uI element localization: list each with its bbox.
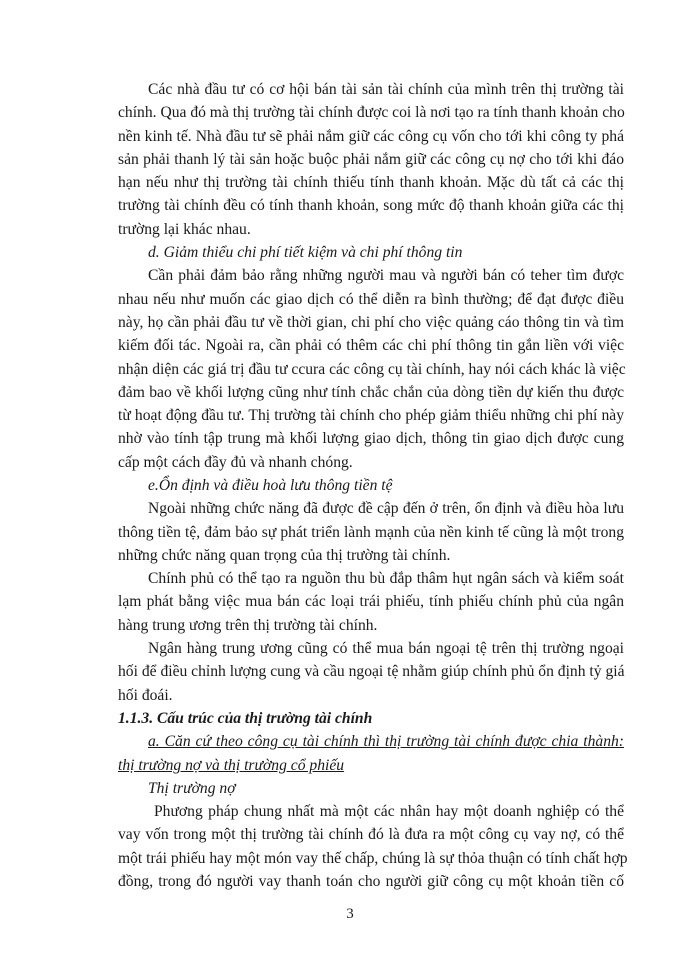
paragraph-3-line: Ngoài những chức năng đã được đề cập đến ở trên, ổn định và điều hòa lưu — [148, 500, 624, 517]
subsection-a-line: thị trường nợ và thị trường cổ phiếu — [118, 757, 345, 774]
paragraph-2-line: đảm bao về khối lượng cũng như tính chắc chắn của dòng tiền dự kiến thu được — [118, 384, 624, 401]
paragraph-4-line: lạm phát bằng việc mua bán các loại trái phiếu, tính phiếu chính phủ của ngân — [118, 593, 624, 610]
paragraph-2-line: này, họ cần phải đầu tư về thời gian, chi phí cho việc quảng cáo thông tin và tìm — [118, 314, 624, 331]
paragraph-1-line: nền kinh tế. Nhà đầu tư sẽ phải nắm giữ các công cụ vốn cho tới khi công ty phá — [118, 128, 624, 145]
page-number: 3 — [346, 906, 354, 922]
paragraph-6-line: vay vốn trong một thị trường tài chính đó là đưa ra một công cụ vay nợ, có thể — [118, 826, 624, 843]
paragraph-2-line: kiếm đối tác. Ngoài ra, cần phải có thêm các chi phí thông tin gắn liền với việc — [118, 337, 624, 354]
heading-debt-market: Thị trường nợ — [148, 780, 236, 797]
paragraph-1-line: sản phải thanh lý tài sản hoặc buộc phải nắm giữ các công cụ nợ cho tới khi đáo — [118, 151, 624, 168]
paragraph-2-line: Cần phải đảm bảo rằng những người mau và người bán có teher tìm được — [148, 267, 624, 284]
heading-e: e.Ổn định và điều hoà lưu thông tiền tệ — [148, 477, 393, 494]
paragraph-5-line: Ngân hàng trung ương cũng có thể mua bán ngoại tệ trên thị trường ngoại — [148, 640, 624, 657]
paragraph-1-line: Các nhà đầu tư có cơ hội bán tài sản tài chính của mình trên thị trường tài — [148, 81, 624, 98]
paragraph-2-line: nhau nếu như muốn các giao dịch có thể diễn ra bình thường; để đạt được điều — [118, 291, 624, 308]
paragraph-4-line: hàng trung ương trên thị trường tài chính. — [118, 617, 378, 634]
paragraph-1-line: trường lại khác nhau. — [118, 221, 251, 238]
paragraph-4-line: Chính phủ có thể tạo ra nguồn thu bù đắp thâm hụt ngân sách và kiểm soát — [148, 570, 624, 587]
subsection-a-line: a. Căn cứ theo công cụ tài chính thì thị trường tài chính được chia thành: — [148, 733, 624, 750]
paragraph-6-line: Phương pháp chung nhất mà một các nhân hay một doanh nghiệp có thể — [154, 803, 624, 820]
paragraph-5-line: hối để điều chỉnh lượng cung và cầu ngoại tệ nhằm giúp chính phủ ổn định tỷ giá — [118, 663, 625, 680]
paragraph-2-line: nhận diện các giá trị đầu tư ccura các công cụ tài chính, hay nói cách khác là việc — [118, 361, 626, 378]
heading-d: d. Giảm thiểu chi phí tiết kiệm và chi phí thông tin — [148, 244, 463, 261]
paragraph-2-line: nhờ vào tính tập trung mà khối lượng giao dịch, thông tin giao dịch được cung — [118, 430, 624, 447]
paragraph-1-line: trường tài chính đều có tính thanh khoản, song mức độ thanh khoản giữa các thị — [118, 197, 624, 214]
paragraph-6-line: đồng, trong đó người vay thanh toán cho người giữ công cụ một khoản tiền cố — [118, 873, 624, 890]
paragraph-3-line: thông tiền tệ, đảm bảo sự phát triển lành mạnh của nền kinh tế cũng là một trong — [118, 524, 624, 541]
paragraph-1-line: hạn nếu như thị trường tài chính thiếu tính thanh khoản. Mặc dù tất cả các thị — [118, 174, 624, 191]
section-heading: 1.1.3. Cấu trúc của thị trường tài chính — [118, 710, 373, 727]
paragraph-5-line: hối đoái. — [118, 687, 173, 704]
paragraph-1-line: chính. Qua đó mà thị trường tài chính được coi là nơi tạo ra tính thanh khoản cho — [118, 104, 625, 121]
paragraph-2-line: cấp một cách đầy đủ và nhanh chóng. — [118, 454, 353, 471]
paragraph-6-line: một trái phiếu hay một món vay thế chấp, chúng là sự thỏa thuận có tính chất hợp — [118, 850, 628, 867]
paragraph-2-line: từ hoạt động đầu tư. Thị trường tài chính cho phép giảm thiểu những chi phí này — [118, 407, 624, 424]
paragraph-3-line: những chức năng quan trọng của thị trường tài chính. — [118, 547, 451, 564]
